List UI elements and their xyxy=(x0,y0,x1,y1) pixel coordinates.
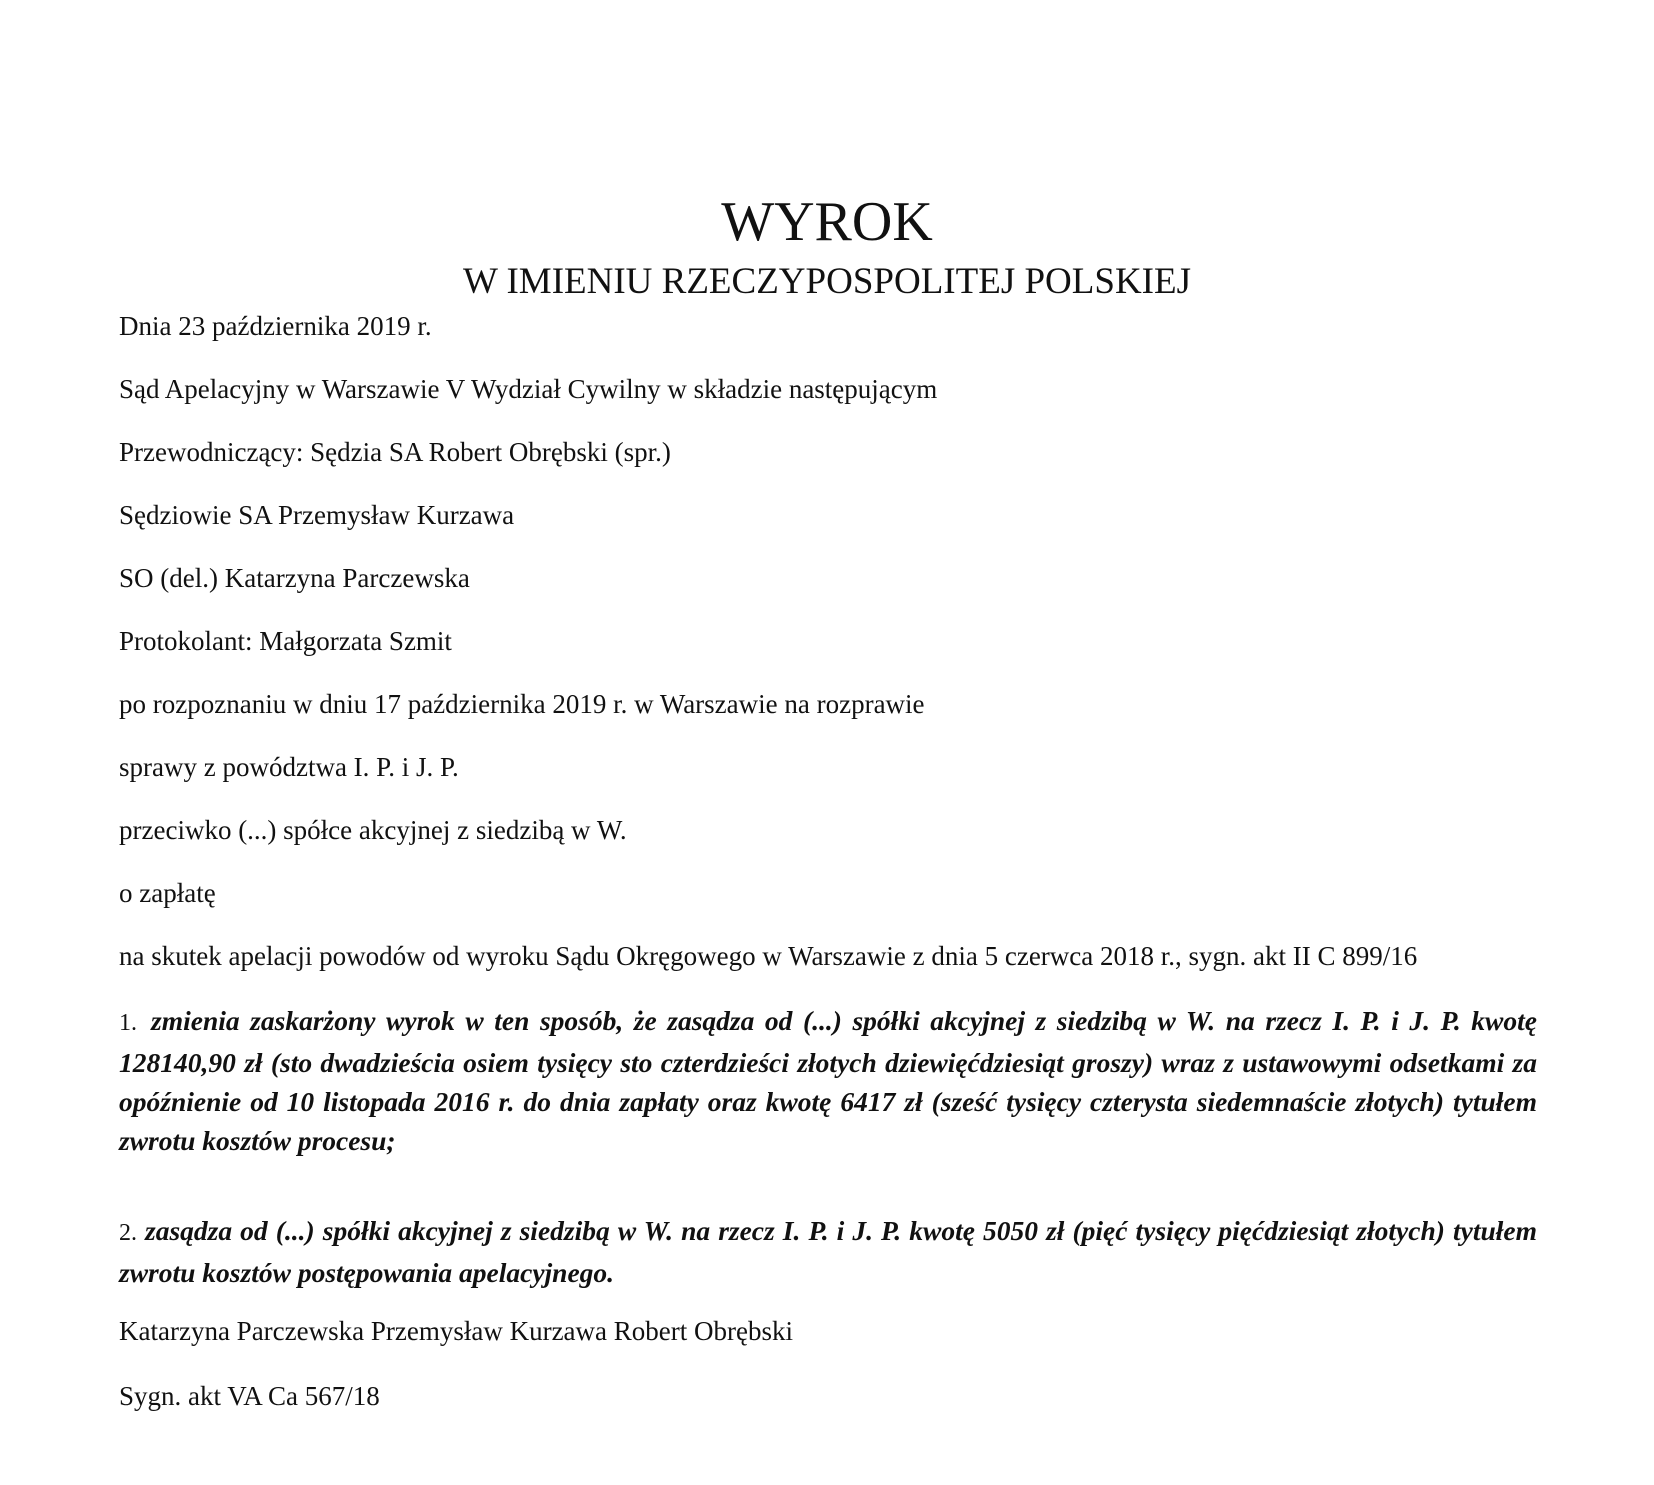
case-parties: sprawy z powództwa I. P. i J. P. xyxy=(119,752,459,782)
case-number: Sygn. akt VA Ca 567/18 xyxy=(119,1381,380,1411)
case-subject: o zapłatę xyxy=(119,878,216,908)
judges: Sędziowie SA Przemysław Kurzawa xyxy=(119,500,515,530)
ruling-text: zasądza od (...) spółki akcyjnej z siedzibą w W. na rzecz I. P. i J. P. kwotę 5050 zł (pięć tysięcy pięćdziesiąt złotych) tytułem zwrotu kosztów postępowania apelacyjnego. xyxy=(119,1215,1537,1288)
court-composition: Sąd Apelacyjny w Warszawie V Wydział Cywilny w składzie następującym xyxy=(119,374,938,404)
judgment-date: Dnia 23 października 2019 r. xyxy=(119,311,432,341)
document-subtitle: W IMIENIU RZECZYPOSPOLITEJ POLSKIEJ xyxy=(462,261,1191,302)
appeal-info: na skutek apelacji powodów od wyroku Sądu Okręgowego w Warszawie z dnia 5 czerwca 2018 r., sygn. akt II C 899/16 xyxy=(119,941,1418,971)
document-title: WYROK xyxy=(721,191,933,253)
ruling-item xyxy=(119,1211,1537,1292)
delegated-judge: SO (del.) Katarzyna Parczewska xyxy=(119,563,470,593)
ruling-text: zmienia zaskarżony wyrok w ten sposób, że zasądza od (...) spółki akcyjnej z siedzibą w W. na rzecz I. P. i J. P. kwotę 128140,90 zł (sto dwadzieścia osiem tysięcy sto czterdzieści złotych dziewięćdziesiąt groszy) wraz z ustawowymi odsetkami za opóźnienie od 10 listopada 2016 r. do dnia zapłaty oraz kwotę 6417 zł (sześć tysięcy czterysta siedemnaście złotych) tytułem zwrotu kosztów procesu; xyxy=(119,1005,1537,1156)
hearing-info: po rozpoznaniu w dniu 17 października 2019 r. w Warszawie na rozprawie xyxy=(119,689,925,719)
presiding-judge: Przewodniczący: Sędzia SA Robert Obrębski (spr.) xyxy=(119,437,671,467)
ruling-item xyxy=(119,1001,1537,1160)
defendant: przeciwko (...) spółce akcyjnej z siedzibą w W. xyxy=(119,815,627,845)
court-clerk: Protokolant: Małgorzata Szmit xyxy=(119,626,452,656)
judge-signatures: Katarzyna Parczewska Przemysław Kurzawa Robert Obrębski xyxy=(119,1316,793,1346)
ruling-number: 2. xyxy=(119,1220,137,1246)
ruling-number: 1. xyxy=(119,1010,137,1036)
